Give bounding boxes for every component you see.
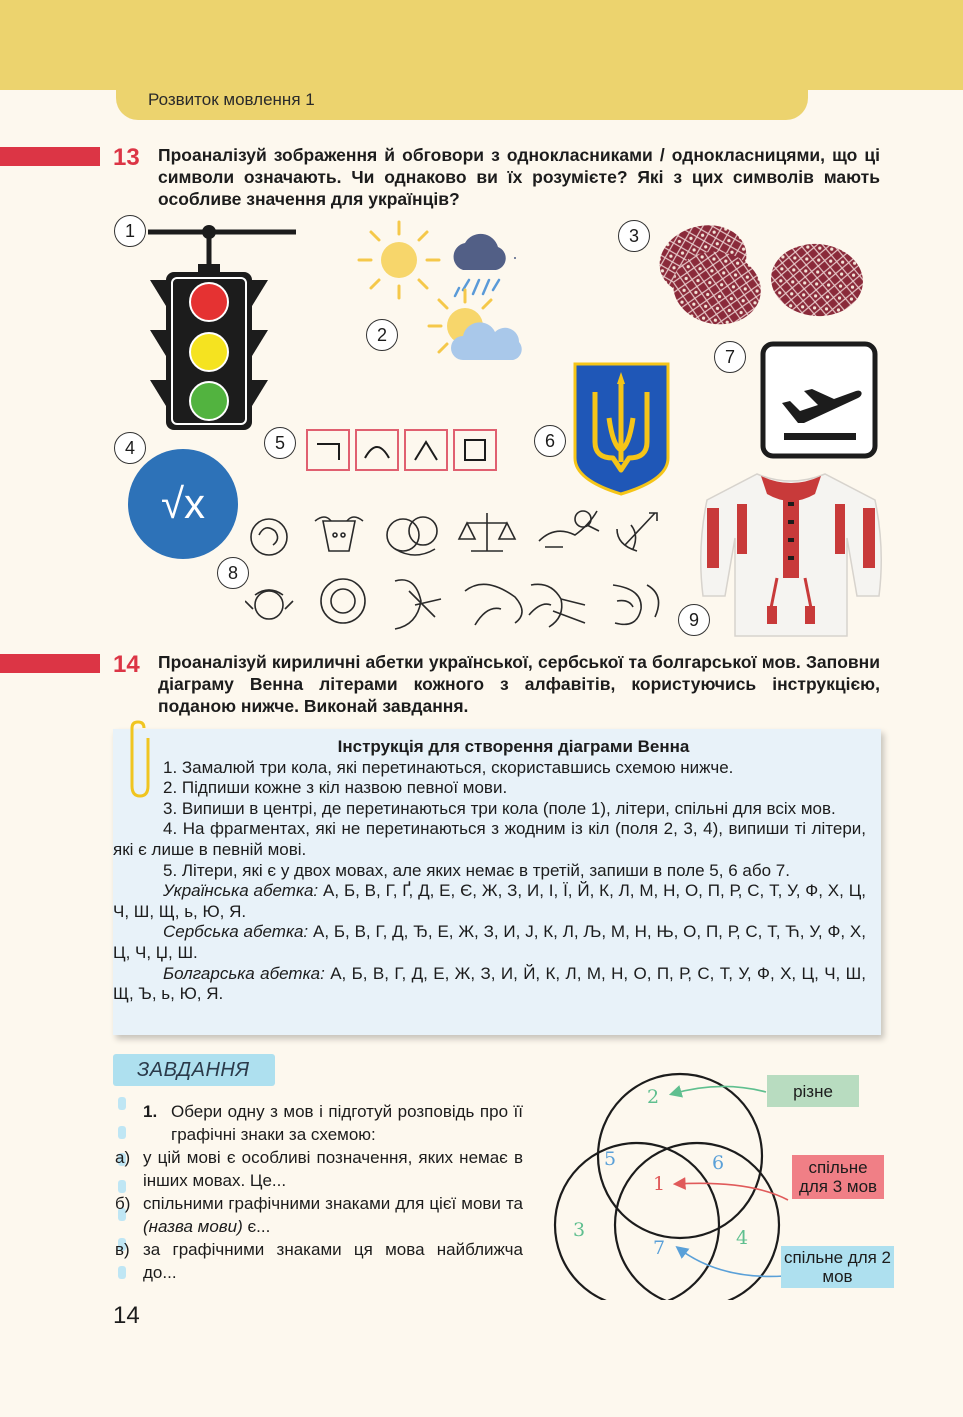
section-title: Розвиток мовлення 1: [148, 90, 315, 109]
task-item-number: 1.: [143, 1102, 158, 1121]
instruction-title: Інструкція для створення діаграми Венна: [337, 737, 690, 756]
bullet-marker: [118, 1097, 126, 1110]
instruction-step: 2. Підпиши кожне з кіл назвою певної мови.: [163, 778, 508, 798]
letter-shapes-icon: [305, 428, 500, 472]
bullet-marker: [118, 1126, 126, 1139]
alphabet-name: Українська абетка:: [163, 881, 319, 901]
task-14-text: Проаналізуй кириличні абетки української, сербської та болгарської мов. Заповни діаграму Венна літерами кожного з алфавітів, користуючись інструкцією, поданою нижче. Виконай завдання.: [158, 652, 880, 716]
subitem-marker: в): [115, 1240, 130, 1259]
ukraine-coat-of-arms-icon: [573, 362, 670, 496]
subitem-text-tail: є...: [242, 1217, 271, 1236]
alphabet-letters: А, Б, В, Г, Д, Е, Ж, З, И, Й, К, Л, М, Н, О, П, Р, С, Т, У, Ф, Х, Ц, Ч, Ш, Щ, Ъ, ь, Ю, Я.: [113, 963, 866, 1004]
image-label-2: 2: [366, 319, 398, 351]
task-13-number: 13: [113, 144, 140, 171]
header-band: [0, 0, 963, 90]
image-label-8: 8: [217, 557, 249, 589]
subitem-text: [143, 1192, 523, 1238]
image-label-6: 6: [534, 425, 566, 457]
task-item: [143, 1100, 523, 1146]
image-label-4: 4: [114, 432, 146, 464]
venn-arrows: [660, 1080, 790, 1290]
task-13-text: Проаналізуй зображення й обговори з однокласниками / однокласницями, що ці символи означають. Чи однаково ви їх розумієте? Які з цих символів мають особливе значення для українців?: [158, 145, 880, 209]
image-label-7: 7: [714, 341, 746, 373]
instruction-step: 5. Літери, які є у двох мовах, але яких немає в третій, запиши в поле 5, 6 або 7.: [163, 860, 790, 880]
subitem-text: за графічними знаками ця мова найближча до...: [143, 1240, 523, 1282]
pysanky-image: [655, 218, 870, 328]
subitem-text: у цій мові є особливі позначення, яких немає в інших мовах. Це...: [143, 1148, 523, 1190]
zodiac-signs-icon: [245, 505, 665, 635]
alphabet-letters: А, Б, В, Г, Д, Ђ, Е, Ж, З, И, Ј, К, Л, Љ, М, Н, Њ, О, П, Р, С, Т, Ћ, У, Ф, Х, Ц, Ч, Џ, Ш.: [113, 922, 866, 962]
task-subitem: [115, 1192, 523, 1238]
subitem-marker: а): [115, 1148, 131, 1167]
task-tag: ЗАВДАННЯ: [113, 1054, 275, 1086]
departure-sign-icon: [760, 341, 878, 459]
instruction-step: 1. Замалюй три кола, які перетинаються, скориставшись схемою нижче.: [163, 757, 734, 777]
venn-label-common2: спільне для 2 мов: [781, 1246, 894, 1288]
subitem-marker: б): [115, 1194, 131, 1213]
venn-region-5: 5: [604, 1148, 617, 1170]
venn-region-3: 3: [573, 1219, 586, 1241]
image-label-1: 1: [114, 215, 146, 247]
sqrt-math-icon: √x: [128, 449, 238, 559]
task-subitem: [115, 1238, 523, 1284]
vyshyvanka-image: [697, 468, 887, 638]
page-number: 14: [113, 1302, 140, 1329]
instruction-step: 4. На фрагментах, які не перетинаються з жодним із кіл (поля 2, 3, 4), випиши ті літери, які є лише в певній мові.: [113, 819, 866, 859]
venn-region-4: 4: [736, 1227, 749, 1249]
alphabet-name: Болгарська абетка:: [163, 963, 325, 983]
task-list: [115, 1100, 523, 1284]
task-13-marker: [0, 147, 100, 166]
image-label-3: 3: [618, 220, 650, 252]
alphabet-name: Сербська абетка:: [163, 922, 309, 942]
alphabet-ukrainian: [113, 881, 866, 922]
subitem-text-italic: (назва мови): [143, 1217, 243, 1236]
venn-region-6: 6: [712, 1152, 725, 1174]
alphabet-bulgarian: [113, 964, 866, 1005]
venn-region-2: 2: [647, 1086, 660, 1108]
venn-label-common3: спільне для 3 мов: [792, 1155, 884, 1199]
venn-region-1: 1: [653, 1173, 666, 1195]
task-14-marker: [0, 654, 100, 673]
task-14-number: 14: [113, 651, 140, 678]
alphabet-serbian: [113, 922, 866, 963]
task-subitem: [115, 1146, 523, 1192]
venn-label-different: різне: [767, 1075, 859, 1107]
task-item-text: Обери одну з мов і підготуй розповідь про її графічні знаки за схемою:: [171, 1102, 523, 1144]
image-label-5: 5: [264, 427, 296, 459]
venn-region-7: 7: [653, 1237, 666, 1259]
alphabet-letters: А, Б, В, Г, Ґ, Д, Е, Є, Ж, З, И, І, Ї, Й, К, Л, М, Н, О, П, Р, С, Т, У, Ф, Х, Ц, Ч, Ш, Щ, ь, Ю, Я.: [113, 881, 866, 921]
image-label-9: 9: [678, 604, 710, 636]
instruction-text: [113, 737, 866, 1005]
instruction-step: 3. Випиши в центрі, де перетинаються три кола (поле 1), літери, спільні для всіх мов.: [163, 798, 836, 818]
subitem-text-main: спільними графічними знаками для цієї мови та: [143, 1194, 523, 1213]
traffic-light-icon: [144, 220, 304, 430]
